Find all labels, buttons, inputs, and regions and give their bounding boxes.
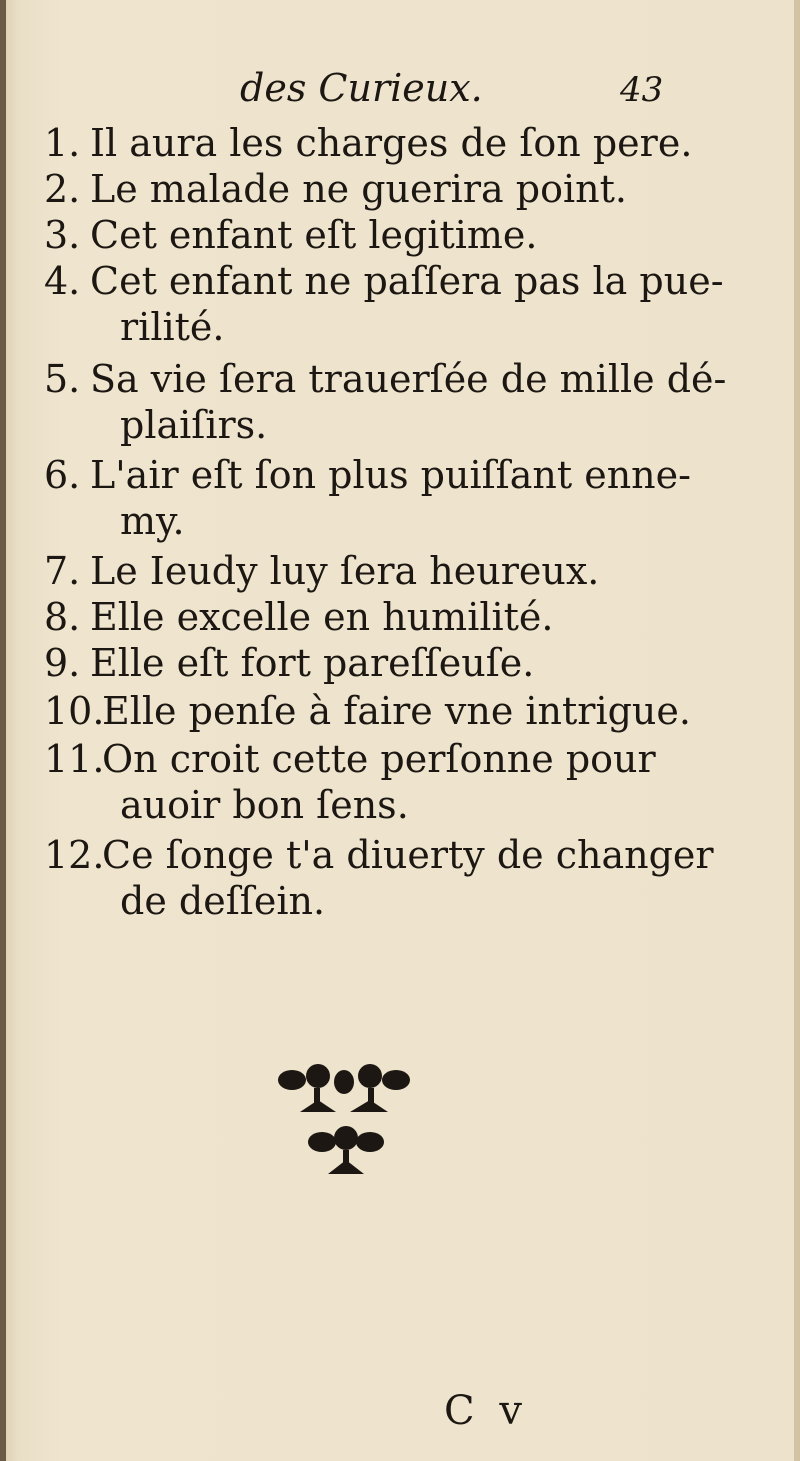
entry-number: 6. bbox=[44, 453, 81, 497]
entry-continuation: rilité. bbox=[120, 305, 225, 349]
entry-continuation: plaiſirs. bbox=[120, 403, 268, 447]
list-item bbox=[44, 548, 674, 594]
entry-number: 10. bbox=[44, 689, 105, 733]
list-item bbox=[44, 166, 674, 212]
list-item bbox=[44, 688, 691, 734]
running-head bbox=[60, 66, 680, 122]
entry-text: Elle eſt fort pareſſeuſe. bbox=[90, 641, 535, 685]
entry-number: 5. bbox=[44, 357, 81, 401]
entry-text: Ce ſonge t'a diuerty de changer bbox=[102, 833, 714, 877]
entry-number: 8. bbox=[44, 595, 81, 639]
entry-number: 2. bbox=[44, 167, 81, 211]
entry-text: On croit cette perſonne pour bbox=[102, 737, 656, 781]
list-item bbox=[44, 258, 724, 304]
entry-number: 3. bbox=[44, 213, 81, 257]
entry-number: 4. bbox=[44, 259, 81, 303]
entry-number: 7. bbox=[44, 549, 81, 593]
page-number: 43 bbox=[620, 70, 664, 110]
entry-continuation: auoir bon ſens. bbox=[120, 783, 409, 827]
entry-continuation: my. bbox=[120, 499, 185, 543]
entry-continuation: de deſſein. bbox=[120, 879, 326, 923]
list-item bbox=[44, 832, 714, 878]
list-item bbox=[44, 452, 691, 498]
signature-mark: C v bbox=[444, 1388, 528, 1434]
entry-number: 12. bbox=[44, 833, 105, 877]
entry-text: Le malade ne guerira point. bbox=[90, 167, 627, 211]
entry-text: Cet enfant ne paſſera pas la pue- bbox=[90, 259, 724, 303]
list-item bbox=[44, 594, 674, 640]
entry-number: 1. bbox=[44, 121, 81, 165]
entry-text: Cet enfant eſt legitime. bbox=[90, 213, 538, 257]
page-left-edge bbox=[0, 0, 6, 1461]
list-item bbox=[44, 212, 674, 258]
list-item bbox=[44, 120, 693, 166]
running-title: des Curieux. bbox=[240, 66, 483, 110]
list-item bbox=[44, 640, 674, 686]
entry-text: Il aura les charges de ſon pere. bbox=[90, 121, 693, 165]
fleuron-ornament-icon bbox=[270, 1058, 420, 1188]
list-item bbox=[44, 736, 674, 782]
page-right-edge bbox=[794, 0, 800, 1461]
list-item bbox=[44, 356, 727, 402]
entry-number: 11. bbox=[44, 737, 105, 781]
entry-text: Elle excelle en humilité. bbox=[90, 595, 554, 639]
entry-text: L'air eſt ſon plus puiſſant enne- bbox=[90, 453, 691, 497]
entry-number: 9. bbox=[44, 641, 81, 685]
entry-text: Le Ieudy luy ſera heureux. bbox=[90, 549, 600, 593]
entry-text: Elle penſe à faire vne intrigue. bbox=[102, 689, 691, 733]
entry-text: Sa vie ſera trauerſée de mille dé- bbox=[90, 357, 727, 401]
